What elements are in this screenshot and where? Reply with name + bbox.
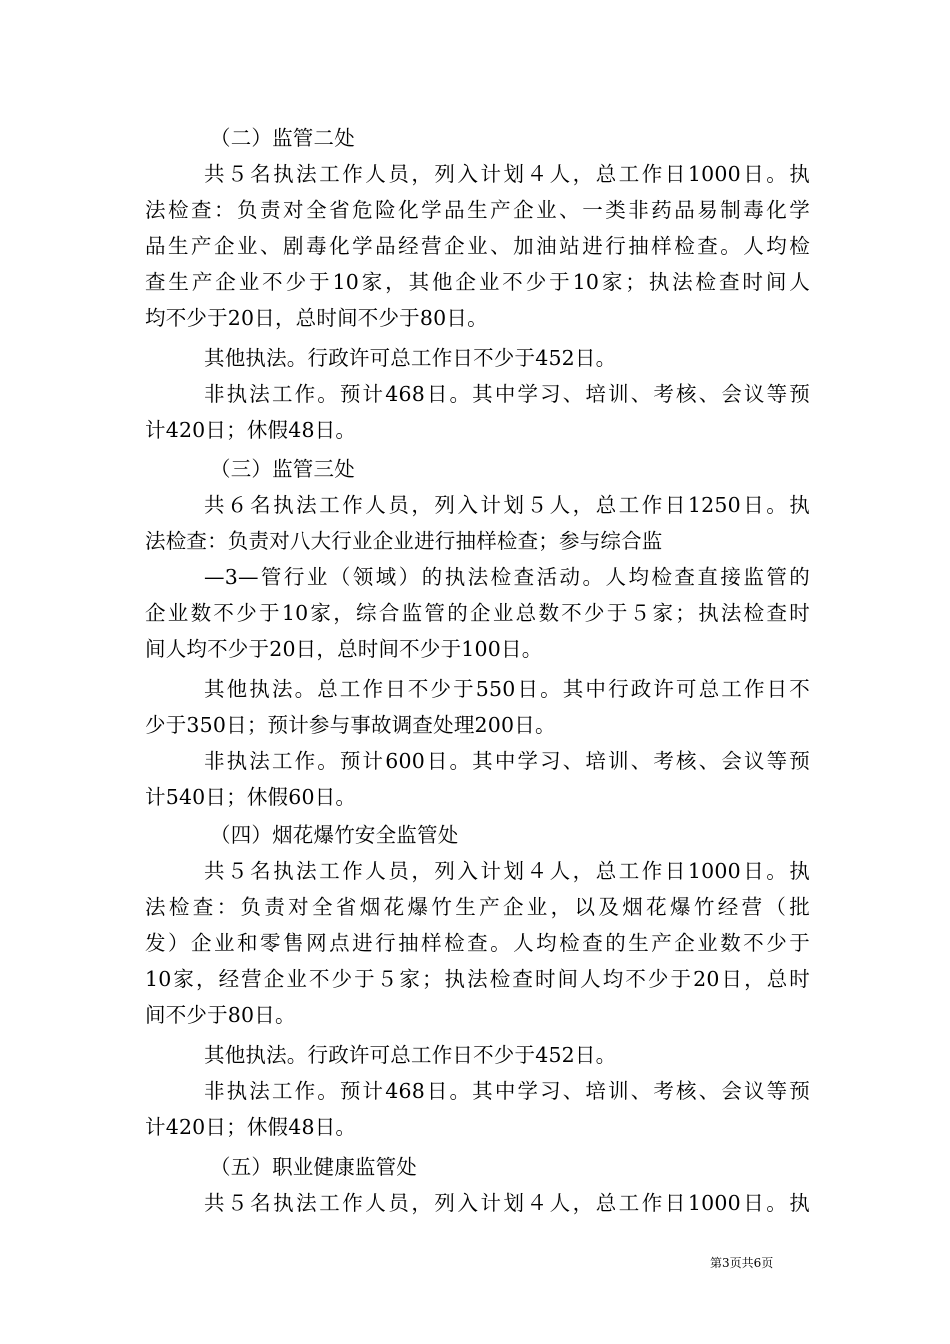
paragraph-line: 共５名执法工作人员，列入计划４人，总工作日1000日。执 [204, 1191, 810, 1215]
paragraph-line: 发）企业和零售网点进行抽样检查。人均检查的生产企业数不少于 [145, 931, 810, 955]
paragraph-line: 均不少于20日，总时间不少于80日。 [145, 306, 488, 330]
paragraph-line: 法检查：负责对八大行业企业进行抽样检查；参与综合监 [145, 529, 663, 553]
paragraph-line: 间人均不少于20日，总时间不少于100日。 [145, 637, 543, 661]
paragraph-line: 非执法工作。预计468日。其中学习、培训、考核、会议等预 [204, 1079, 810, 1103]
paragraph-line: 非执法工作。预计468日。其中学习、培训、考核、会议等预 [204, 382, 810, 406]
paragraph-line: 计420日；休假48日。 [145, 1115, 357, 1139]
paragraph-line: 其他执法。行政许可总工作日不少于452日。 [204, 346, 617, 370]
paragraph-line: 计540日；休假60日。 [145, 785, 357, 809]
paragraph-line: 共５名执法工作人员，列入计划４人，总工作日1000日。执 [204, 162, 810, 186]
paragraph-line: 其他执法。总工作日不少于550日。其中行政许可总工作日不 [204, 677, 810, 701]
paragraph-line: 法检查：负责对全省危险化学品生产企业、一类非药品易制毒化学 [145, 198, 810, 222]
paragraph-line: 查生产企业不少于10家，其他企业不少于10家；执法检查时间人 [145, 270, 810, 294]
paragraph-line: 法检查：负责对全省烟花爆竹生产企业，以及烟花爆竹经营（批 [145, 895, 810, 919]
section-heading-2: （二）监管二处 [210, 126, 355, 150]
paragraph-line: —3—管行业（领域）的执法检查活动。人均检查直接监管的 [204, 565, 810, 589]
paragraph-line: 企业数不少于10家，综合监管的企业总数不少于５家；执法检查时 [145, 601, 810, 625]
paragraph-line: 其他执法。行政许可总工作日不少于452日。 [204, 1043, 617, 1067]
paragraph-line: 品生产企业、剧毒化学品经营企业、加油站进行抽样检查。人均检 [145, 234, 810, 258]
section-heading-5: （五）职业健康监管处 [210, 1155, 417, 1179]
page-number: 第3页共6页 [710, 1256, 774, 1270]
paragraph-line: 间不少于80日。 [145, 1003, 296, 1027]
paragraph-line: 共５名执法工作人员，列入计划４人，总工作日1000日。执 [204, 859, 810, 883]
paragraph-line: 非执法工作。预计600日。其中学习、培训、考核、会议等预 [204, 749, 810, 773]
paragraph-line: 少于350日；预计参与事故调查处理200日。 [145, 713, 556, 737]
paragraph-line: 10家，经营企业不少于５家；执法检查时间人均不少于20日，总时 [145, 967, 810, 991]
section-heading-3: （三）监管三处 [210, 457, 355, 481]
section-heading-4: （四）烟花爆竹安全监管处 [210, 823, 459, 847]
paragraph-line: 共６名执法工作人员，列入计划５人，总工作日1250日。执 [204, 493, 810, 517]
paragraph-line: 计420日；休假48日。 [145, 418, 357, 442]
